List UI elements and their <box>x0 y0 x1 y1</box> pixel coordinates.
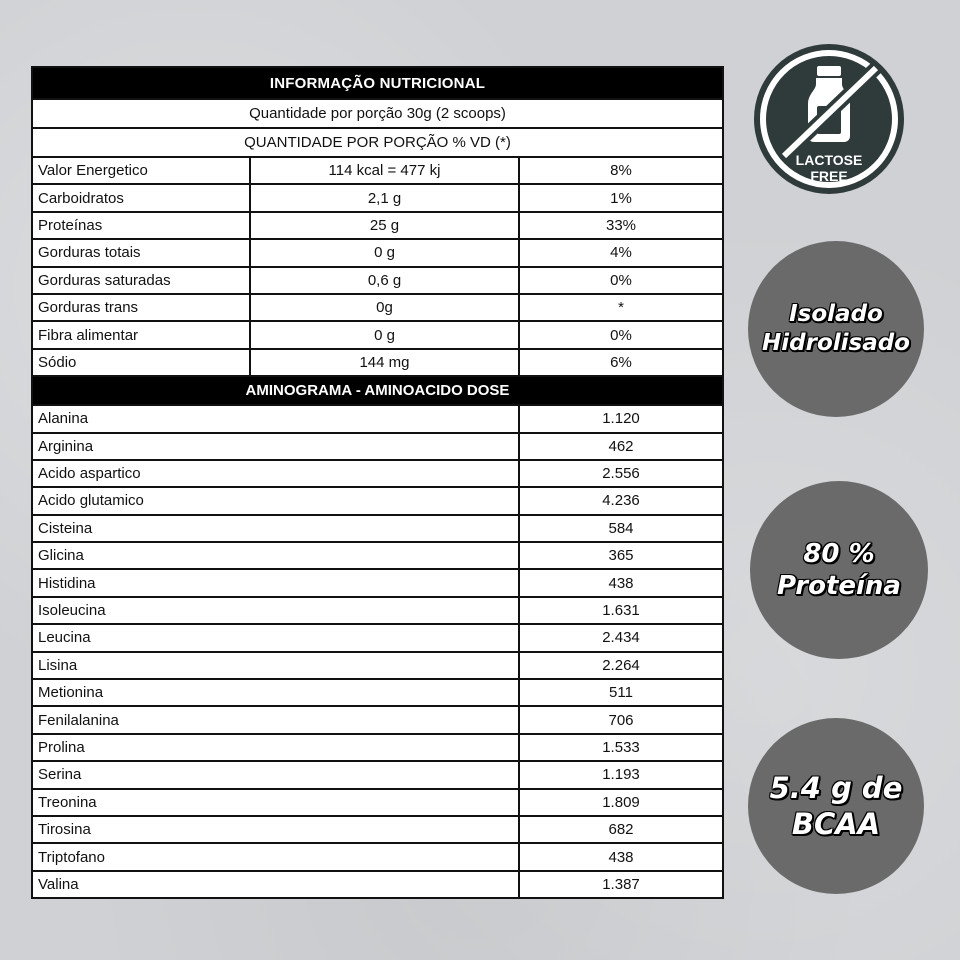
nutrient-row <box>33 293 722 320</box>
aminoacid-dose: 1.631 <box>602 602 640 620</box>
aminogram-title: AMINOGRAMA - AMINOACIDO DOSE <box>33 375 722 404</box>
nutrient-name: Proteínas <box>33 213 251 238</box>
aminoacid-dose: 682 <box>608 821 634 839</box>
aminoacid-name: Glicina <box>33 543 520 568</box>
badge-isolado-line2: Hidrolisado <box>762 330 910 356</box>
lactose-line1: LACTOSE <box>795 152 863 168</box>
aminoacid-dose: 1.193 <box>602 766 640 784</box>
nutrient-name: Gorduras saturadas <box>33 268 251 293</box>
nutrient-rows <box>33 156 722 375</box>
aminoacid-row <box>33 870 722 897</box>
column-header: QUANTIDADE POR PORÇÃO % VD (*) <box>33 127 722 156</box>
aminoacid-row <box>33 760 722 787</box>
nutrient-name: Gorduras trans <box>33 295 251 320</box>
aminoacid-dose: 706 <box>608 711 634 729</box>
aminoacid-row <box>33 596 722 623</box>
nutrient-row <box>33 211 722 238</box>
badge-proteina-line2: Proteína <box>777 571 901 601</box>
aminoacid-name: Alanina <box>33 406 520 431</box>
nutrient-vd: 1% <box>610 189 632 207</box>
nutrient-row <box>33 320 722 347</box>
aminoacid-row <box>33 678 722 705</box>
aminoacid-dose: 1.387 <box>602 875 640 893</box>
aminoacid-name: Treonina <box>33 790 520 815</box>
aminoacid-name: Leucina <box>33 625 520 650</box>
serving-size: Quantidade por porção 30g (2 scoops) <box>33 98 722 127</box>
nutrient-vd: 0% <box>610 326 632 344</box>
aminoacid-dose: 4.236 <box>602 492 640 510</box>
nutrient-amount: 0g <box>251 295 520 320</box>
nutrient-row <box>33 348 722 375</box>
aminoacid-name: Acido glutamico <box>33 488 520 513</box>
aminoacid-dose: 1.120 <box>602 410 640 428</box>
protein-percent-badge <box>750 481 928 659</box>
aminogram-rows <box>33 404 722 897</box>
aminoacid-row <box>33 623 722 650</box>
nutrition-table <box>31 66 724 899</box>
nutrient-vd: 4% <box>610 244 632 262</box>
nutrient-vd: * <box>618 299 624 317</box>
aminoacid-name: Prolina <box>33 735 520 760</box>
aminoacid-row <box>33 815 722 842</box>
aminoacid-dose: 1.809 <box>602 793 640 811</box>
nutrient-row <box>33 183 722 210</box>
aminoacid-name: Acido aspartico <box>33 461 520 486</box>
nutrient-amount: 0 g <box>251 322 520 347</box>
nutrient-name: Gorduras totais <box>33 240 251 265</box>
aminoacid-name: Lisina <box>33 653 520 678</box>
aminoacid-dose: 1.533 <box>602 739 640 756</box>
nutrient-name: Valor Energetico <box>33 158 251 183</box>
nutrient-amount: 0 g <box>251 240 520 265</box>
aminoacid-dose: 438 <box>608 848 634 866</box>
aminoacid-dose: 584 <box>608 519 634 537</box>
aminoacid-dose: 511 <box>609 684 633 702</box>
lactose-free-badge <box>754 44 904 194</box>
aminoacid-name: Tirosina <box>33 817 520 842</box>
lactose-line2: FREE <box>810 168 848 184</box>
nutrient-vd: 8% <box>610 162 632 180</box>
nutrient-vd: 0% <box>610 271 632 289</box>
nutrient-vd: 33% <box>605 216 637 234</box>
nutrient-amount: 2,1 g <box>251 185 520 210</box>
aminoacid-dose: 2.434 <box>602 629 640 647</box>
aminoacid-name: Metionina <box>33 680 520 705</box>
nutrient-amount: 0,6 g <box>251 268 520 293</box>
crossed-milk-bottle-icon <box>754 44 904 194</box>
aminoacid-name: Arginina <box>33 434 520 459</box>
aminoacid-name: Fenilalanina <box>33 707 520 732</box>
bcaa-badge <box>748 718 924 894</box>
badge-bcaa-line2: BCAA <box>791 807 881 841</box>
badge-bcaa-line1: 5.4 g de <box>769 770 903 805</box>
nutrient-amount: 144 mg <box>251 350 520 375</box>
nutrient-name: Carboidratos <box>33 185 251 210</box>
aminoacid-name: Triptofano <box>33 844 520 869</box>
aminoacid-name: Histidina <box>33 570 520 595</box>
aminoacid-row <box>33 651 722 678</box>
aminoacid-dose: 365 <box>608 547 634 565</box>
aminoacid-dose: 2.264 <box>602 656 640 674</box>
aminoacid-row <box>33 486 722 513</box>
aminoacid-row <box>33 842 722 869</box>
aminoacid-row <box>33 432 722 459</box>
aminoacid-name: Cisteina <box>33 516 520 541</box>
aminoacid-dose: 462 <box>608 437 634 455</box>
aminoacid-name: Valina <box>33 872 520 897</box>
nutrient-amount: 25 g <box>251 213 520 238</box>
aminoacid-row <box>33 404 722 431</box>
nutrient-name: Fibra alimentar <box>33 322 251 347</box>
aminoacid-row <box>33 733 722 760</box>
aminoacid-name: Serina <box>33 762 520 787</box>
aminoacid-dose: 2.556 <box>602 465 640 483</box>
isolado-hidrolisado-badge <box>748 241 924 417</box>
aminoacid-dose: 438 <box>608 574 634 592</box>
nutrition-title: INFORMAÇÃO NUTRICIONAL <box>33 68 722 98</box>
aminoacid-row <box>33 705 722 732</box>
aminoacid-row <box>33 568 722 595</box>
nutrient-row <box>33 156 722 183</box>
nutrient-name: Sódio <box>33 350 251 375</box>
aminoacid-row <box>33 541 722 568</box>
nutrient-vd: 6% <box>610 353 632 371</box>
aminoacid-row <box>33 514 722 541</box>
aminoacid-row <box>33 459 722 486</box>
badge-isolado-line1: Isolado <box>789 301 883 328</box>
aminoacid-row <box>33 788 722 815</box>
nutrient-row <box>33 266 722 293</box>
nutrient-amount: 114 kcal = 477 kj <box>251 158 520 183</box>
badge-proteina-line1: 80 % <box>803 538 875 569</box>
aminoacid-name: Isoleucina <box>33 598 520 623</box>
nutrient-row <box>33 238 722 265</box>
